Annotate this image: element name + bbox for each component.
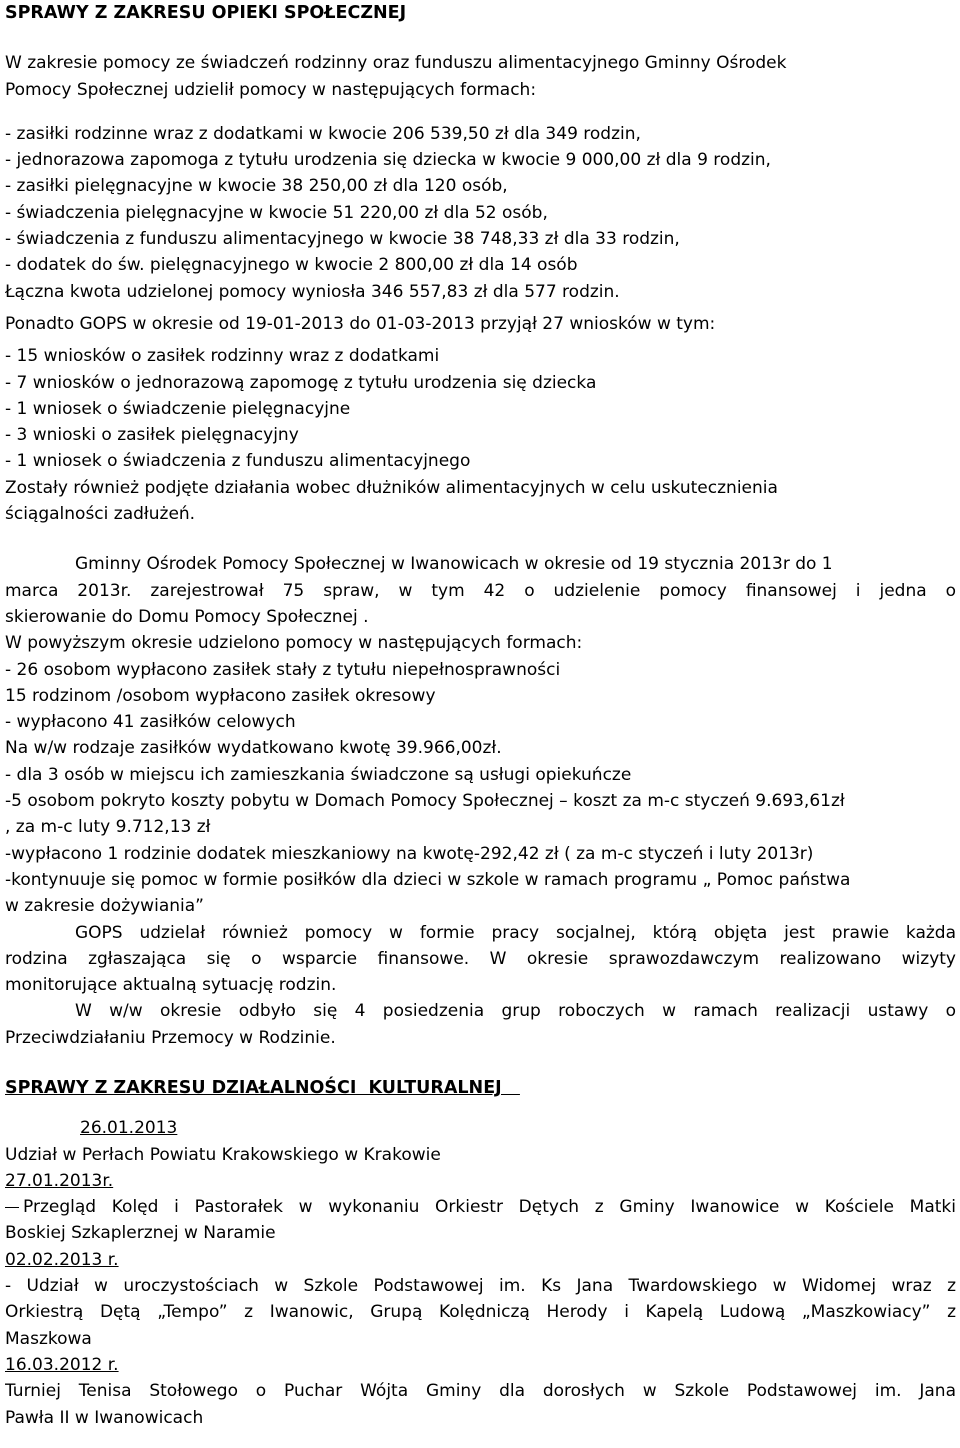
list-item: - świadczenia pielęgnacyjne w kwocie 51 220,00 zł dla 52 osób, [5, 202, 548, 223]
event-description [5, 1194, 956, 1220]
debtors-line-1: Zostały również podjęte działania wobec dłużników alimentacyjnych w celu uskutecznienia [5, 477, 778, 498]
list-item: 15 rodzinom /osobom wypłacono zasiłek okresowy [5, 685, 436, 706]
applications-list [5, 343, 956, 527]
list-item: - 3 wnioski o zasiłek pielęgnacyjny [5, 425, 299, 446]
event-description: Orkiestrą Dętą „Tempo” z Iwanowic, Grupą Kolędniczą Herody i Kapelą Ludową „Maszkowiacy” z [5, 1302, 956, 1323]
section-heading-culture: SPRAWY Z ZAKRESU DZIAŁALNOŚCI KULTURALNEJ [5, 1077, 520, 1098]
list-item: - 15 wniosków o zasiłek rodzinny wraz z dodatkami [5, 346, 440, 367]
list-item: -kontynuuje się pomoc w formie posiłków dla dzieci w szkole w ramach programu „ Pomoc państwa [5, 869, 851, 890]
event-description-text: Przegląd Kolęd i Pastorałek w wykonaniu Orkiestr Dętych z Gminy Iwanowice w Kościele Matki [23, 1197, 956, 1218]
list-item: - 26 osobom wypłacono zasiłek stały z tytułu niepełnosprawności [5, 659, 561, 680]
list-item: - zasiłki rodzinne wraz z dodatkami w kwocie 206 539,50 zł dla 349 rodzin, [5, 123, 641, 144]
event-description: Pawła II w Iwanowicach [5, 1407, 204, 1428]
event-date: 27.01.2013r. [5, 1170, 114, 1191]
paragraph-line: GOPS udzielał również pomocy w formie pracy socjalnej, którą objęta jest prawie każda [75, 922, 956, 943]
event-date: 16.03.2012 r. [5, 1354, 119, 1375]
event-description: Maszkowa [5, 1328, 92, 1349]
list-item: - 1 wniosek o świadczenia z funduszu alimentacyjnego [5, 451, 471, 472]
event-date: 26.01.2013 [80, 1118, 178, 1139]
event-description: Boskiej Szkaplerznej w Naramie [5, 1223, 276, 1244]
event-date: 02.02.2013 r. [5, 1249, 119, 1270]
list-item: - 7 wniosków o jednorazową zapomogę z tytułu urodzenia się dziecka [5, 372, 597, 393]
list-item: - świadczenia z funduszu alimentacyjnego w kwocie 38 748,33 zł dla 33 rodzin, [5, 229, 680, 250]
intro-line-1: W zakresie pomocy ze świadczeń rodzinny oraz funduszu alimentacyjnego Gminny Ośrodek [5, 53, 787, 74]
list-item: - dla 3 osób w miejscu ich zamieszkania świadczone są usługi opiekuńcze [5, 764, 632, 785]
list-item: - jednorazowa zapomoga z tytułu urodzenia się dziecka w kwocie 9 000,00 zł dla 9 rodzin, [5, 150, 771, 171]
list-item: - 1 wniosek o świadczenie pielęgnacyjne [5, 398, 351, 419]
paragraph-line: Gminny Ośrodek Pomocy Społecznej w Iwanowicach w okresie od 19 stycznia 2013r do 1 [75, 554, 833, 575]
paragraph-line: marca 2013r. zarejestrował 75 spraw, w tym 42 o udzielenie pomocy finansowej i jedna o [5, 580, 956, 601]
social-work-paragraph [5, 920, 956, 999]
paragraph-line: skierowanie do Domu Pomocy Społecznej . [5, 606, 369, 627]
section-heading-social-care: SPRAWY Z ZAKRESU OPIEKI SPOŁECZNEJ [5, 3, 407, 23]
event-description: - Udział w uroczystościach w Szkole Podstawowej im. Ks Jana Twardowskiego w Widomej wraz z [5, 1276, 956, 1297]
debtors-line-2: ściągalności zadłużeń. [5, 504, 196, 525]
list-item: -5 osobom pokryto koszty pobytu w Domach Pomocy Społecznej – koszt za m-c styczeń 9.693,61zł [5, 791, 845, 812]
event-description: Turniej Tenisa Stołowego o Puchar Wójta Gminy dla dorosłych w Szkole Podstawowej im. Jana [5, 1381, 956, 1402]
event-description: Udział w Perłach Powiatu Krakowskiego w Krakowie [5, 1144, 441, 1165]
total-amount: Łączna kwota udzielonej pomocy wyniosła 346 557,83 zł dla 577 rodzin. [5, 281, 620, 302]
list-item: - zasiłki pielęgnacyjne w kwocie 38 250,00 zł dla 120 osób, [5, 176, 508, 197]
paragraph-line: monitorujące aktualną sytuację rodzin. [5, 975, 337, 996]
list-item: Na w/w rodzaje zasiłków wydatkowano kwotę 39.966,00zł. [5, 738, 502, 759]
list-item: w zakresie dożywiania” [5, 896, 204, 917]
intro-line-2: Pomocy Społecznej udzielił pomocy w następujących formach: [5, 79, 537, 100]
gops-paragraph [5, 551, 956, 630]
list-item: W powyższym okresie udzielono pomocy w następujących formach: [5, 633, 583, 654]
paragraph-line: Przeciwdziałaniu Przemocy w Rodzinie. [5, 1027, 336, 1048]
dash-glyph [5, 1207, 19, 1208]
list-item: -wypłacono 1 rodzinie dodatek mieszkaniowy na kwotę-292,42 zł ( za m-c styczeń i luty 2013r) [5, 843, 814, 864]
paragraph-line: rodzina zgłaszająca się o wsparcie finansowe. W okresie sprawozdawczym realizowano wizyty [5, 948, 956, 969]
list-item: - wypłacono 41 zasiłków celowych [5, 712, 296, 733]
paragraph-line: W w/w okresie odbyło się 4 posiedzenia grup roboczych w ramach realizacji ustawy o [75, 1001, 956, 1022]
benefits-list [5, 121, 956, 305]
list-item: , za m-c luty 9.712,13 zł [5, 817, 211, 838]
meetings-paragraph [5, 998, 956, 1051]
culture-events [5, 1115, 956, 1431]
applications-intro: Ponadto GOPS w okresie od 19-01-2013 do 01-03-2013 przyjął 27 wniosków w tym: [5, 313, 716, 334]
list-item: - dodatek do św. pielęgnacyjnego w kwocie 2 800,00 zł dla 14 osób [5, 255, 578, 276]
forms-list [5, 630, 956, 919]
